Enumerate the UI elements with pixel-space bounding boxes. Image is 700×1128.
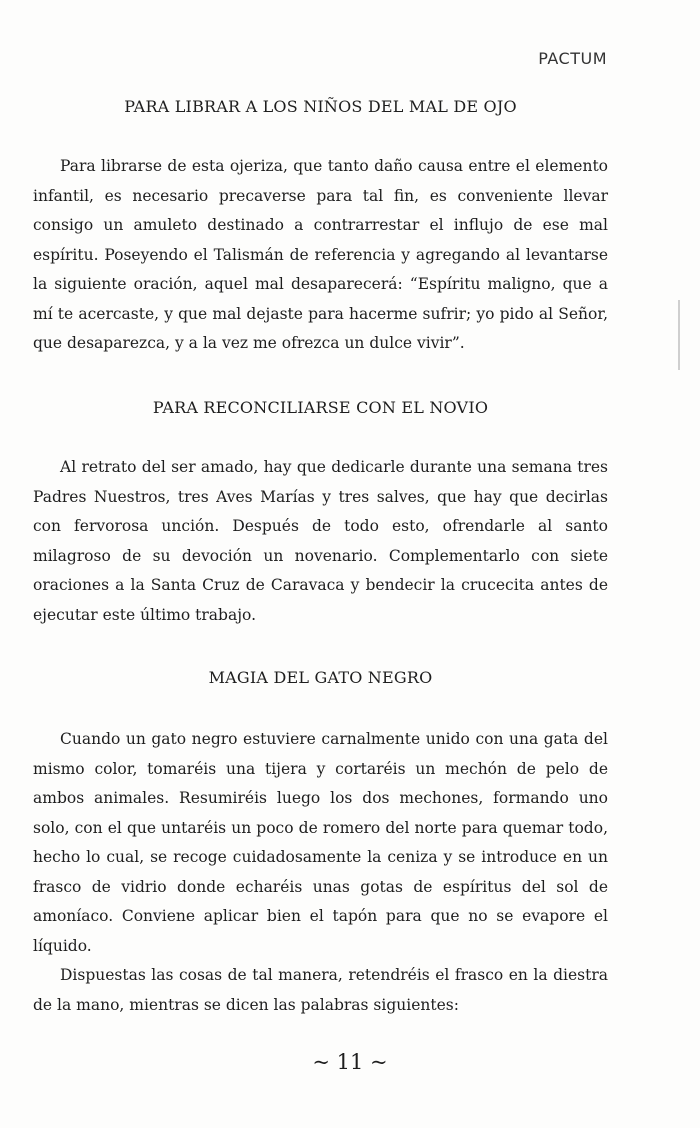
paragraph: Al retrato del ser amado, hay que dedicarle durante una semana tres Padres Nuestros, tres Aves Marías y tres salves, que hay que decirlas con fervorosa unción. Después de todo esto, ofrendarle al santo milagroso de su devoción un novenario. Complementarlo con siete oraciones a la Santa Cruz de Caravaca y bendecir la crucecita antes de ejecutar este último trabajo. xyxy=(33,458,608,624)
running-head: PACTUM xyxy=(538,49,607,68)
section-heading-mal-de-ojo: PARA LIBRAR A LOS NIÑOS DEL MAL DE OJO xyxy=(124,97,517,116)
section-body-mal-de-ojo xyxy=(33,152,608,359)
paragraph: Dispuestas las cosas de tal manera, retendréis el frasco en la diestra de la mano, mientras se dicen las palabras siguientes: xyxy=(33,966,608,1014)
section-heading-gato-negro: MAGIA DEL GATO NEGRO xyxy=(208,668,433,687)
section-body-gato-negro xyxy=(33,725,608,1020)
paragraph: Para librarse de esta ojeriza, que tanto daño causa entre el elemento infantil, es necesario precaverse para tal fin, es conveniente llevar consigo un amuleto destinado a contrarrestar el influjo de ese mal espíritu. Poseyendo el Talismán de referencia y agregando al levantarse la siguiente oración, aquel mal desaparecerá: “Espíritu maligno, que a mí te acercaste, y que mal dejaste para hacerme sufrir; yo pido al Señor, que desaparezca, y a la vez me ofrezca un dulce vivir”. xyxy=(33,157,608,352)
page-number: ~ 11 ~ xyxy=(312,1050,388,1074)
section-body-reconciliarse xyxy=(33,453,608,630)
section-heading-reconciliarse: PARA RECONCILIARSE CON EL NOVIO xyxy=(152,398,489,417)
paragraph: Cuando un gato negro estuviere carnalmente unido con una gata del mismo color, tomaréis una tijera y cortaréis un mechón de pelo de ambos animales. Resumiréis luego los dos mechones, formando uno solo, con el que untaréis un poco de romero del norte para quemar todo, hecho lo cual, se recoge cuidadosamente la ceniza y se introduce en un frasco de vidrio donde echaréis unas gotas de espíritus del sol de amoníaco. Conviene aplicar bien el tapón para que no se evapore el líquido. xyxy=(33,730,608,955)
page-edge-shadow xyxy=(678,300,680,370)
